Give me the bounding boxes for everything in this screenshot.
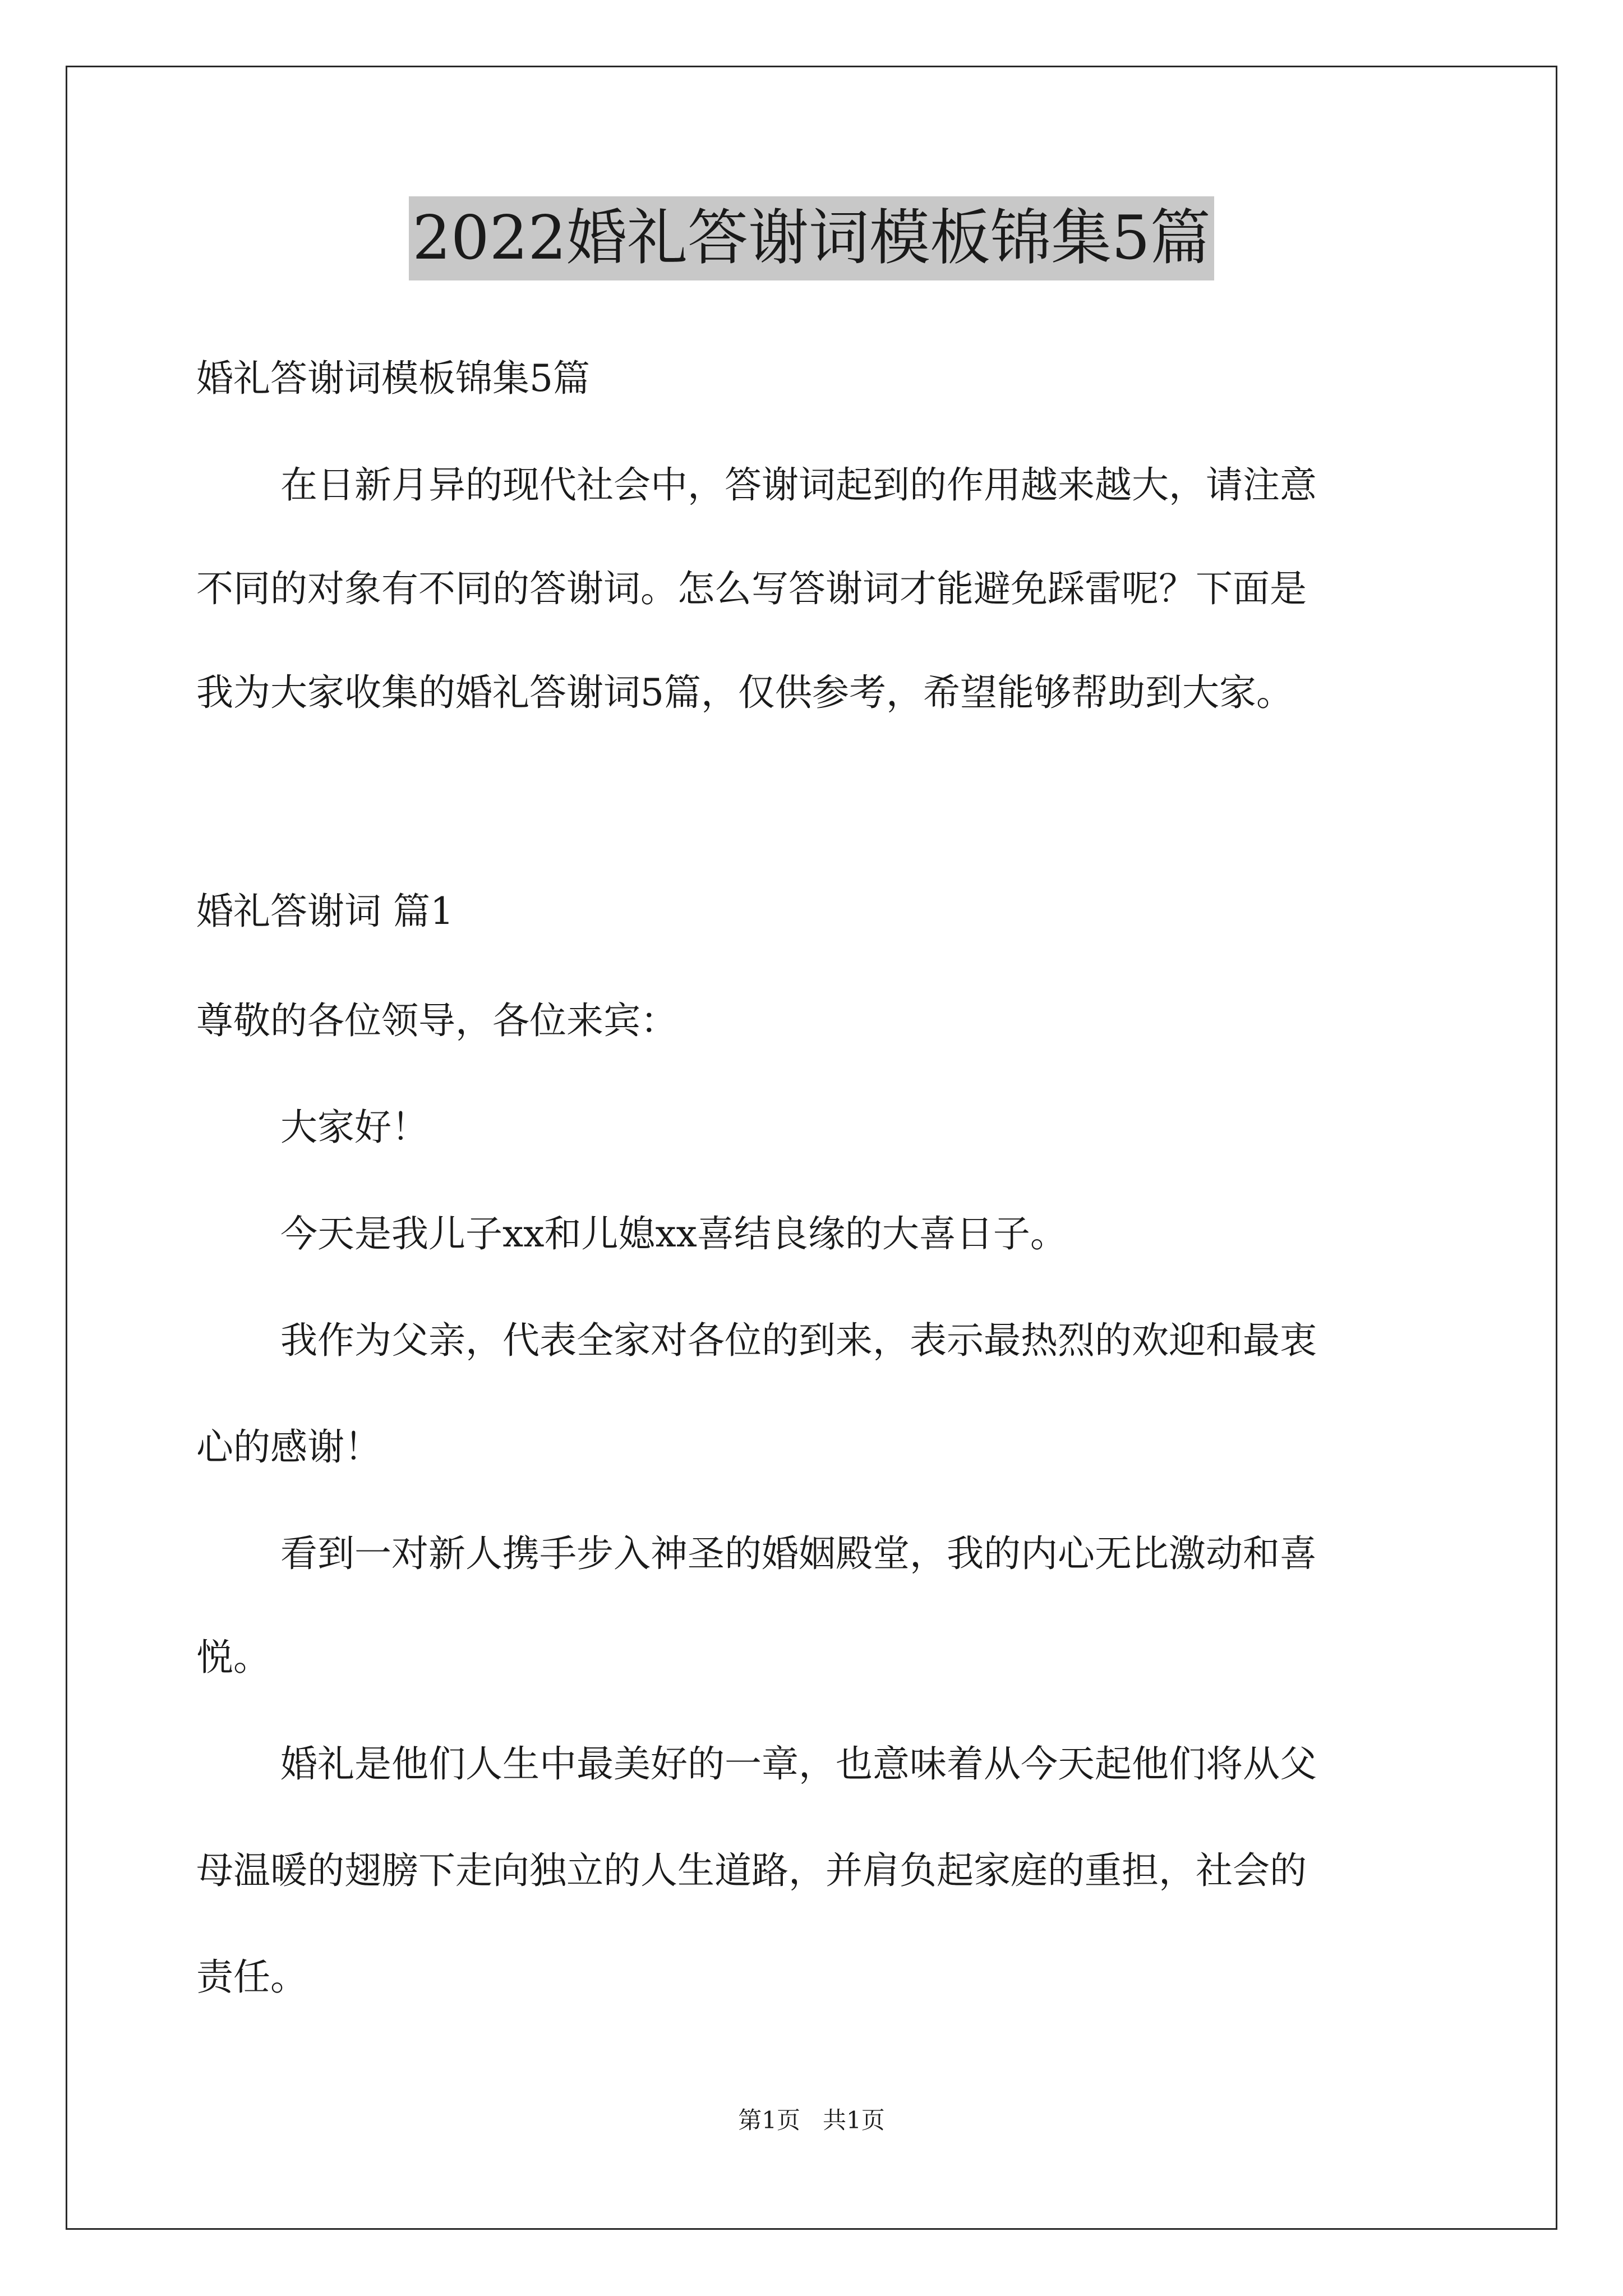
document-subtitle: 婚礼答谢词模板锦集5篇: [196, 357, 590, 400]
section-heading: 婚礼答谢词 篇1: [196, 890, 454, 933]
body-line-2: 我作为父亲，代表全家对各位的到来，表示最热烈的欢迎和最衷: [280, 1319, 1317, 1362]
body-line-7: 母温暖的翅膀下走向独立的人生道路，并肩负起家庭的重担，社会的: [196, 1849, 1307, 1892]
salutation: 尊敬的各位领导，各位来宾：: [196, 999, 677, 1042]
intro-line-2: 不同的对象有不同的答谢词。怎么写答谢词才能避免踩雷呢？下面是: [196, 567, 1307, 610]
page-footer: [0, 2104, 1623, 2137]
title-block: [0, 196, 1623, 280]
page-total: 共1页: [823, 2106, 885, 2134]
body-line-5: 悦。: [196, 1636, 270, 1679]
document-title: 2022婚礼答谢词模板锦集5篇: [409, 196, 1214, 280]
intro-line-3: 我为大家收集的婚礼答谢词5篇，仅供参考，希望能够帮助到大家。: [196, 671, 1293, 714]
intro-line-1: 在日新月异的现代社会中，答谢词起到的作用越来越大，请注意: [280, 463, 1317, 507]
page-number: 第1页: [738, 2106, 800, 2134]
body-line-3: 心的感谢！: [196, 1425, 381, 1469]
greeting: 大家好！: [280, 1106, 428, 1149]
body-line-6: 婚礼是他们人生中最美好的一章，也意味着从今天起他们将从父: [280, 1742, 1317, 1786]
body-line-4: 看到一对新人携手步入神圣的婚姻殿堂，我的内心无比激动和喜: [280, 1532, 1317, 1575]
body-line-1: 今天是我儿子xx和儿媳xx喜结良缘的大喜日子。: [280, 1212, 1067, 1255]
body-line-8: 责任。: [196, 1955, 307, 1999]
